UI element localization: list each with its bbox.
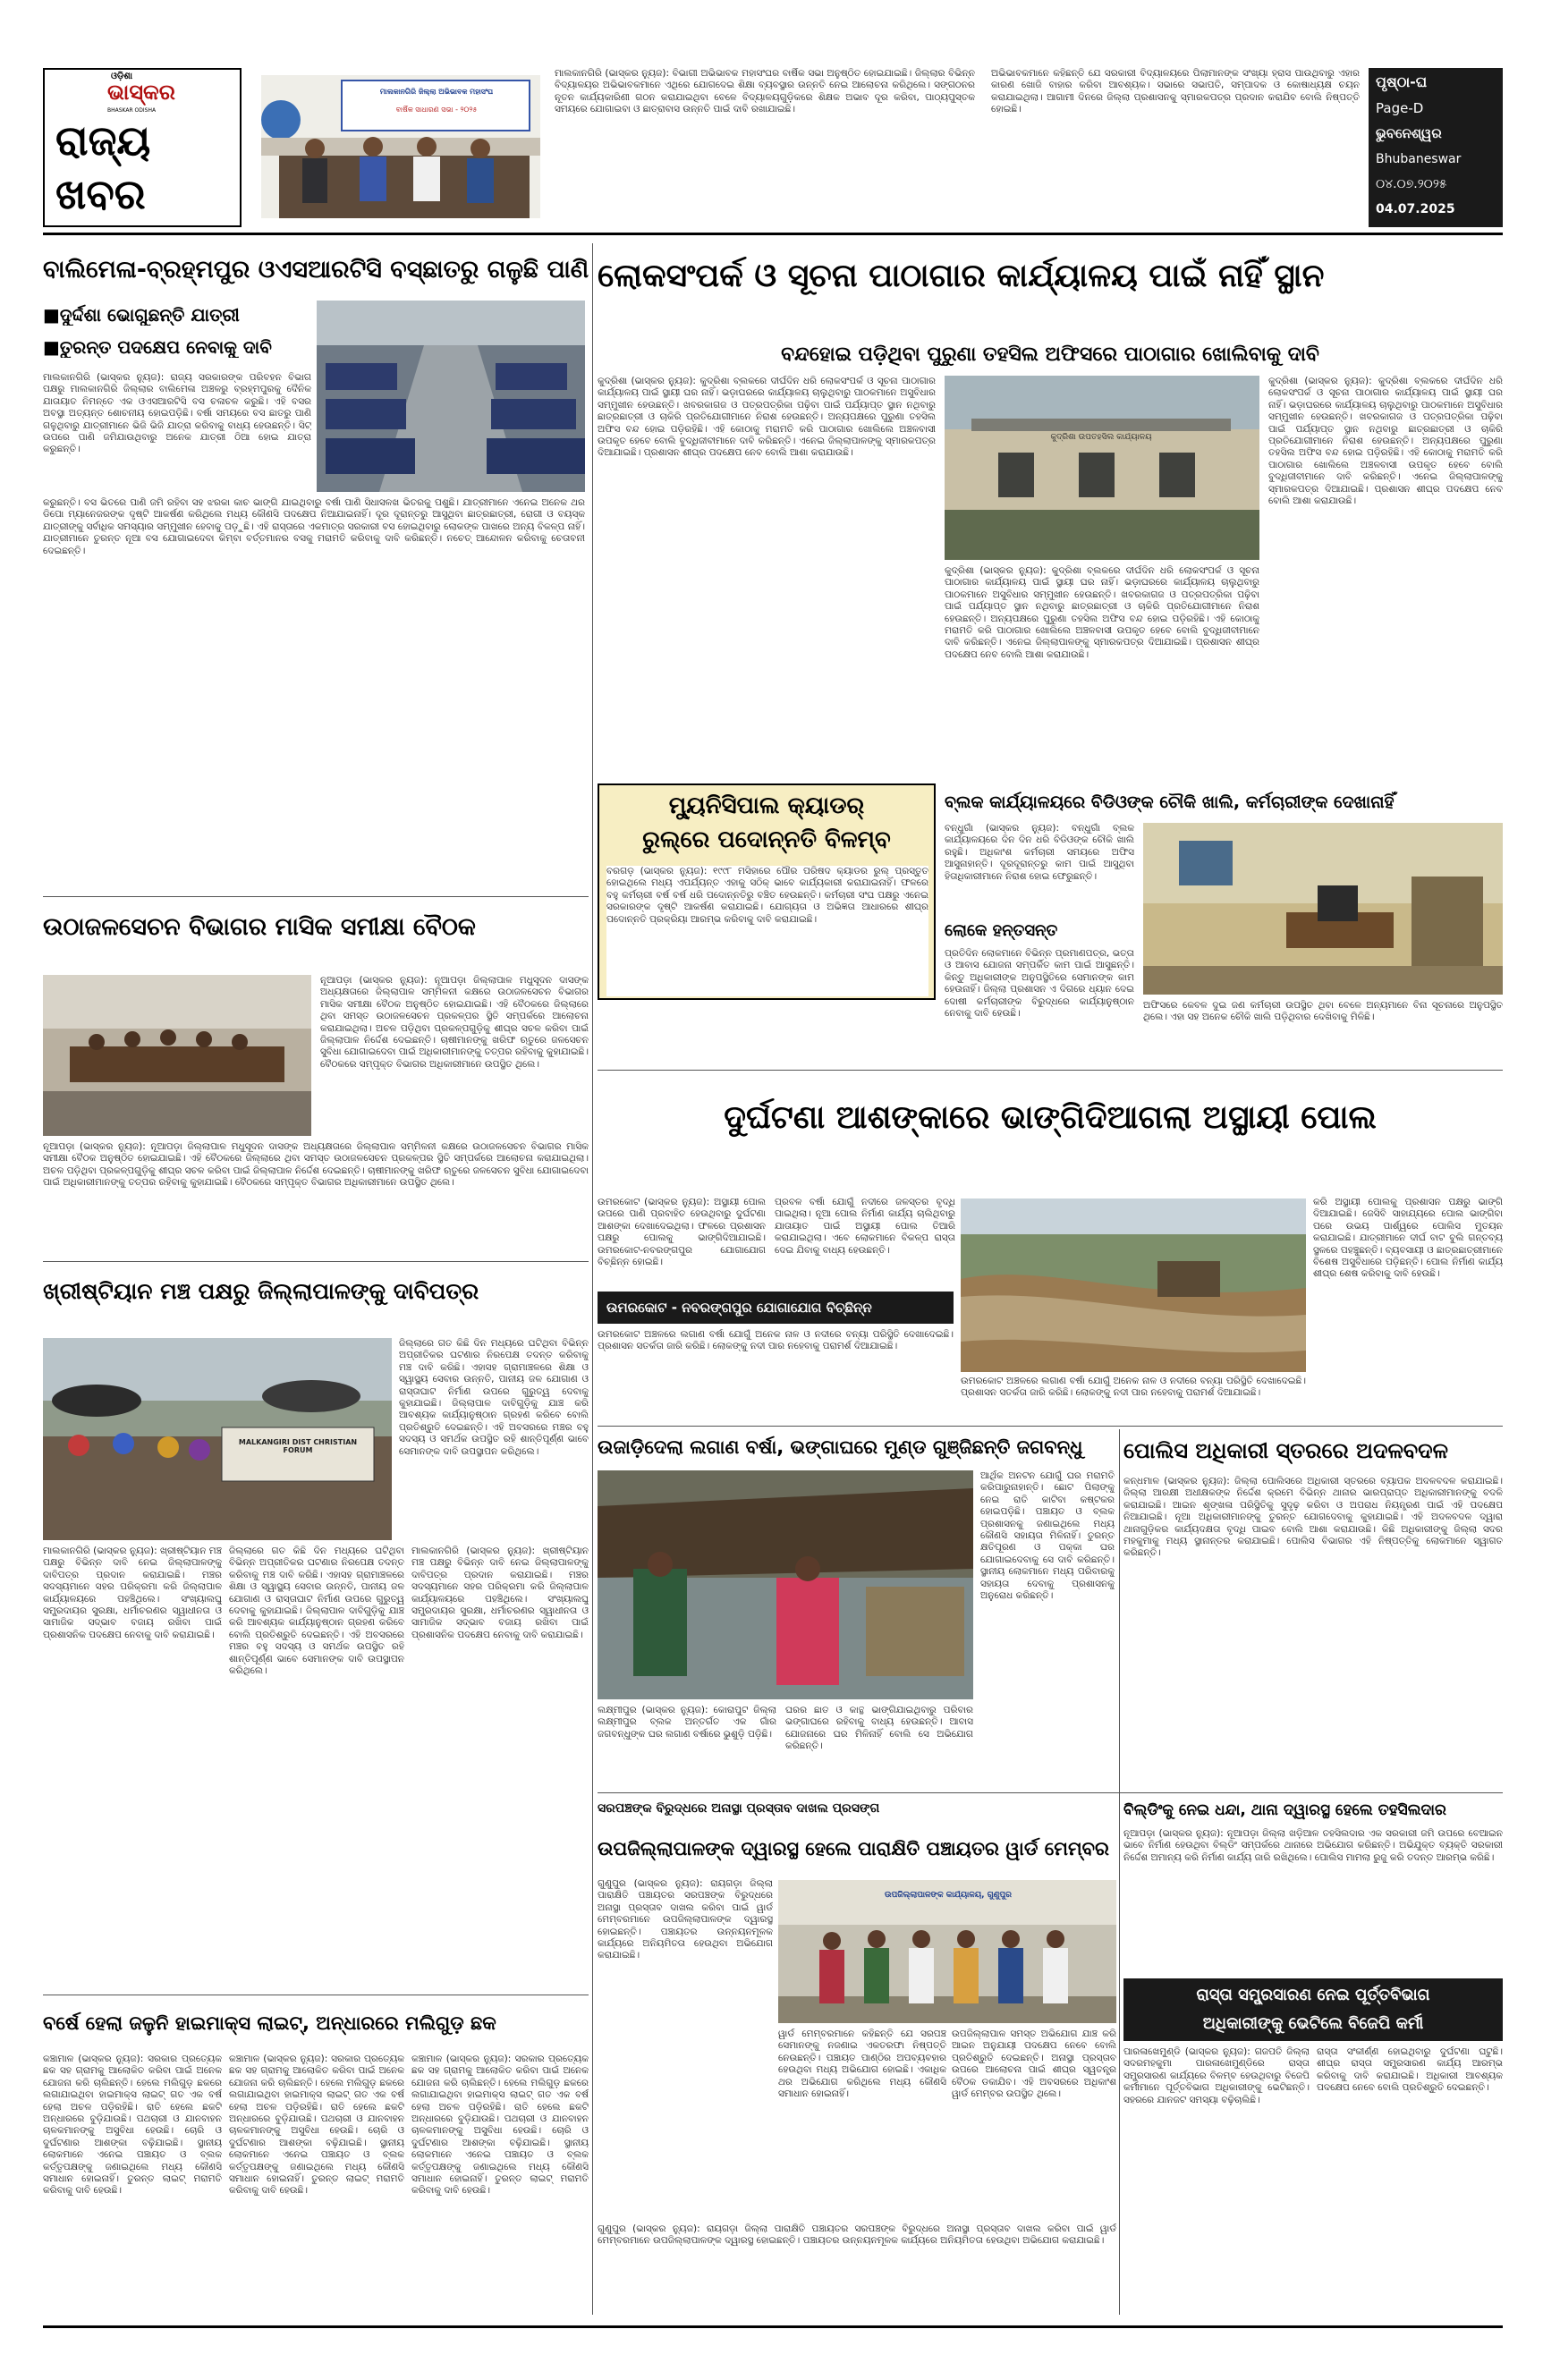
- story8-body-b: ପ୍ରବଳ ବର୍ଷା ଯୋଗୁଁ ନଦୀରେ ଜଳସ୍ତର ବୃଦ୍ଧି ପାଇଥିଲା। ନୂଆ ପୋଲ ନିର୍ମାଣ କାର୍ଯ୍ୟ ଚାଲିଥିବାରୁ ଯାତାୟାତ ପାଇଁ ଅସ୍ଥାୟୀ ପୋଲ ତିଆରି କରାଯାଇଥିଲା। ଏବେ ଲୋକମାନେ ବିକଳ୍ପ ରାସ୍ତା ଦେଇ ଯିବାକୁ ବାଧ୍ୟ ହେଉଛନ୍ତି।: [775, 1197, 955, 1256]
- story5-body: କଞ୍ଚାମାଳ (ଭାସ୍କର ନ୍ୟୁଜ): ସରକାର ପ୍ରତ୍ୟେକ ଛକ ସହ ଗ୍ରାମକୁ ଆଲୋକିତ କରିବା ପାଇଁ ଅନେକ ଯୋଜନା କରି ଚାଲିଛନ୍ତି। ହେଲେ ମଲିଗୁଡ଼ ଛକରେ ଲଗାଯାଇଥିବା ହାଇମାକ୍ସ ଲାଇଟ୍ ଗତ ଏକ ବର୍ଷ ହେଲା ଅଚଳ ପଡ଼ିରହିଛି। ରାତି ହେଲେ ଛକଟି ଅନ୍ଧାରରେ ବୁଡ଼ିଯାଉଛି। ପଥଚାରୀ ଓ ଯାନବାହନ ଚାଳକମାନଙ୍କୁ ଅସୁବିଧା ହେଉଛି। ଚୋରି ଓ ଦୁର୍ଘଟଣାର ଆଶଙ୍କା ବଢ଼ିଯାଇଛି। ସ୍ଥାନୀୟ ଲୋକମାନେ ଏନେଇ ପଞ୍ଚାୟତ ଓ ବ୍ଲକ କର୍ତ୍ତୃପକ୍ଷଙ୍କୁ ଜଣାଇଥିଲେ ମଧ୍ୟ କୌଣସି ସମାଧାନ ହୋଇନାହିଁ। ତୁରନ୍ତ ଲାଇଟ୍ ମରାମତି କରିବାକୁ ଦାବି ହେଉଛି।: [43, 2054, 222, 2197]
- story3-body: ନୂଆପଡ଼ା (ଭାସ୍କର ନ୍ୟୁଜ): ନୂଆପଡ଼ା ଜିଲ୍ଲାପାଳ ମଧୁସୂଦନ ଦାସଙ୍କ ଅଧ୍ୟକ୍ଷତାରେ ଜିଲ୍ଲାପାଳ ସମ୍ମିଳନୀ କକ୍ଷରେ ଉଠାଜଳସେଚନ ବିଭାଗର ମାସିକ ସମୀକ୍ଷା ବୈଠକ ଅନୁଷ୍ଠିତ ହୋଇଯାଇଛି। ଏହି ବୈଠକରେ ଜିଲ୍ଲାରେ ଥିବା ସମସ୍ତ ଉଠାଜଳସେଚନ ପ୍ରକଳ୍ପର ସ୍ଥିତି ସମ୍ପର୍କରେ ଆଲୋଚନା କରାଯାଇଥିଲା। ଅଚଳ ପଡ଼ିଥିବା ପ୍ରକଳ୍ପଗୁଡ଼ିକୁ ଶୀଘ୍ର ସଚଳ କରିବା ପାଇଁ ଜିଲ୍ଲାପାଳ ନିର୍ଦ୍ଦେଶ ଦେଇଛନ୍ତି। ଚାଷୀମାନଙ୍କୁ ଖରିଫ ଋତୁରେ ଜଳସେଚନ ସୁବିଧା ଯୋଗାଇଦେବା ପାଇଁ ଅଧିକାରୀମାନଙ୍କୁ ତତ୍ପର ରହିବାକୁ କୁହାଯାଇଛି। ବୈଠକରେ ସମ୍ପୃକ୍ତ ବିଭାଗର ଅଧିକାରୀମାନେ ଉପସ୍ଥିତ ଥିଲେ।: [320, 975, 589, 1070]
- story4-photo-banner: MALKANGIRI DIST CHRISTIAN FORUM: [238, 1438, 358, 1454]
- masthead-brand-small: ଓଡ଼ିଶା: [111, 72, 133, 81]
- story9-body-c: ଆର୍ଥିକ ଅନଟନ ଯୋଗୁଁ ଘର ମରାମତି କରିପାରୁନାହାନ୍ତି। ଛୋଟ ପିଲାଙ୍କୁ ନେଇ ରାତି କାଟିବା କଷ୍ଟକର ହୋଇପଡ଼ିଛି। ପଞ୍ଚାୟତ ଓ ବ୍ଲକ ପ୍ରଶାସନକୁ ଜଣାଇଥିଲେ ମଧ୍ୟ କୌଣସି ସହାୟତା ମିଳିନାହିଁ। ତୁରନ୍ତ କ୍ଷତିପୂରଣ ଓ ପକ୍କା ଘର ଯୋଗାଇଦେବାକୁ ସେ ଦାବି କରିଛନ୍ତି। ସ୍ଥାନୀୟ ଲୋକମାନେ ମଧ୍ୟ ପରିବାରକୁ ସହାୟତା ଦେବାକୁ ପ୍ରଶାସନକୁ ଅନୁରୋଧ କରିଛନ୍ତି।: [980, 1470, 1115, 1602]
- story9-photo-broken-house: [598, 1470, 973, 1699]
- story7-subhead: ଲୋକେ ହନ୍ତସନ୍ତ: [945, 921, 1058, 940]
- story8-body-c-cont: ଉମରକୋଟ ଅଞ୍ଚଳରେ ଲଗାଣ ବର୍ଷା ଯୋଗୁଁ ଅନେକ ନାଳ ଓ ନଦୀରେ ବନ୍ୟା ପରିସ୍ଥିତି ଦେଖାଦେଇଛି। ପ୍ରଶାସନ ସତର୍କତା ଜାରି କରିଛି। ଲୋକଙ୍କୁ ନଦୀ ପାର ନହେବାକୁ ପରାମର୍ଶ ଦିଆଯାଇଛି।: [961, 1376, 1306, 1399]
- story6-headline-1: ମ୍ୟୁନିସିପାଲ କ୍ୟାଡର୍: [668, 792, 865, 819]
- story7-body-a: ବନ୍ଧୁଗାଁ (ଭାସ୍କର ନ୍ୟୁଜ): ବନ୍ଧୁଗାଁ ବ୍ଲକ କାର୍ଯ୍ୟାଳୟରେ ଦିନ ଦିନ ଧରି ବିଡିଓଙ୍କ ଚୌକି ଖାଲି ରହୁଛି। ଅଧିକାଂଶ କର୍ମଚାରୀ ସମୟରେ ଅଫିସ ଆସୁନାହାନ୍ତି। ଦୂରଦୂରାନ୍ତରୁ କାମ ପାଇଁ ଆସୁଥିବା ହିତାଧିକାରୀମାନେ ନିରାଶ ହୋଇ ଫେରୁଛନ୍ତି।: [945, 823, 1134, 882]
- story11-body-c: ଉପଜିଲ୍ଲାପାଳ ସମସ୍ତ ଅଭିଯୋଗ ଯାଞ୍ଚ କରି ଆଇନ ଅନୁଯାୟୀ ପଦକ୍ଷେପ ନେବେ ବୋଲି ପ୍ରତିଶ୍ରୁତି ଦେଇଛନ୍ତି। ଅନାସ୍ଥା ପ୍ରସ୍ତାବ ଉପରେ ଆଲୋଚନା ପାଇଁ ଶୀଘ୍ର ସ୍ୱତନ୍ତ୍ର ବୈଠକ ଡକାଯିବ। ଏହି ଅବସରରେ ଅଧିକାଂଶ ୱାର୍ଡ ମେମ୍ବର ଉପସ୍ଥିତ ଥିଲେ।: [952, 2029, 1116, 2100]
- story8-body-c: କରି ଅସ୍ଥାୟୀ ପୋଲକୁ ପ୍ରଶାସନ ପକ୍ଷରୁ ଭାଙ୍ଗି ଦିଆଯାଇଛି। ଜେସିବି ସାହାଯ୍ୟରେ ପୋଲ ଭାଙ୍ଗିବା ପରେ ଉଭୟ ପାର୍ଶ୍ୱରେ ପୋଲିସ ମୁତୟନ କରାଯାଇଛି। ଯାତ୍ରୀମାନେ ଦୀର୍ଘ ବାଟ ବୁଲି ଗନ୍ତବ୍ୟ ସ୍ଥଳରେ ପହଞ୍ଚୁଛନ୍ତି। ବ୍ୟବସାୟୀ ଓ ଛାତ୍ରଛାତ୍ରୀମାନେ ବିଶେଷ ଅସୁବିଧାରେ ପଡ଼ିଛନ୍ତି। ପୋଲ ନିର୍ମାଣ କାର୍ଯ୍ୟ ଶୀଘ୍ର ଶେଷ କରିବାକୁ ଦାବି ହେଉଛି।: [1313, 1197, 1503, 1280]
- date-odia: ୦୪.୦୭.୨୦୨୫: [1376, 177, 1447, 191]
- row-rule-6: [598, 1792, 1503, 1793]
- story2-photo-sign: କୁଦ୍ରିଶା ଉପତହସିଲ କାର୍ଯ୍ୟାଳୟ: [1050, 433, 1152, 442]
- story4-headline: ଖ୍ରୀଷ୍ଟିୟାନ ମଞ୍ଚ ପକ୍ଷରୁ ଜିଲ୍ଲାପାଳଙ୍କୁ ଦାବିପତ୍ର: [43, 1278, 479, 1304]
- story4-body-a: ମାଲକାନଗିରି (ଭାସ୍କର ନ୍ୟୁଜ): ଖ୍ରୀଷ୍ଟିୟାନ ମଞ୍ଚ ପକ୍ଷରୁ ବିଭିନ୍ନ ଦାବି ନେଇ ଜିଲ୍ଲାପାଳଙ୍କୁ ଦାବିପତ୍ର ପ୍ରଦାନ କରାଯାଇଛି। ମଞ୍ଚର ସଦସ୍ୟମାନେ ସହର ପରିକ୍ରମା କରି ଜିଲ୍ଲାପାଳ କାର୍ଯ୍ୟାଳୟରେ ପହଞ୍ଚିଥିଲେ। ସଂଖ୍ୟାଲଘୁ ସମ୍ପ୍ରଦାୟର ସୁରକ୍ଷା, ଧର୍ମାଚରଣର ସ୍ୱାଧୀନତା ଓ ସାମାଜିକ ସଦ୍‌ଭାବ ବଜାୟ ରଖିବା ପାଇଁ ପ୍ରଶାସନିକ ପଦକ୍ଷେପ ନେବାକୁ ଦାବି କରାଯାଇଛି।: [43, 1546, 222, 1640]
- story7-body-b: ପ୍ରତିଦିନ ଲୋକମାନେ ବିଭିନ୍ନ ପ୍ରମାଣପତ୍ର, ଭତ୍ତା ଓ ଆବାସ ଯୋଜନା ସମ୍ପର୍କିତ କାମ ପାଇଁ ଆସୁଛନ୍ତି। କିନ୍ତୁ ଅଧିକାରୀଙ୍କ ଅନୁପସ୍ଥିତିରେ ସେମାନଙ୍କ କାମ ହେଉନାହିଁ। ଜିଲ୍ଲା ପ୍ରଶାସନ ଏ ଦିଗରେ ଧ୍ୟାନ ଦେଇ ଦୋଷୀ କର୍ମଚାରୀଙ୍କ ବିରୁଦ୍ଧରେ କାର୍ଯ୍ୟାନୁଷ୍ଠାନ ନେବାକୁ ଦାବି ହେଉଛି।: [945, 948, 1134, 1020]
- story1-subhead-1: ■ଦୁର୍ଦ୍ଦଶା ଭୋଗୁଛନ୍ତି ଯାତ୍ରୀ: [43, 304, 240, 326]
- story5-headline: ବର୍ଷେ ହେଲା ଜଳୁନି ହାଇମାକ୍ସ ଲାଇଟ୍, ଅନ୍ଧାରରେ ମଲିଗୁଡ଼ ଛକ: [43, 2012, 496, 2034]
- page-number-en: Page-D: [1376, 100, 1424, 116]
- story6-box: [598, 783, 936, 1000]
- story7-headline: ବ୍ଲକ କାର୍ଯ୍ୟାଳୟରେ ବିଡିଓଙ୍କ ଚୌକି ଖାଲି, କର୍ମଚାରୀଙ୍କ ଦେଖାନାହିଁ: [945, 792, 1395, 812]
- page-number-odia: ପୃଷ୍ଠା-ଘ: [1376, 73, 1428, 90]
- story1-photo-bus-interior: [317, 301, 585, 492]
- story9-headline: ଉଜାଡ଼ିଦେଲା ଲଗାଣ ବର୍ଷା, ଭଙ୍ଗାଘରେ ମୁଣ୍ଡ ଗୁଞ୍ଜିଛନ୍ତି ଜଗବନ୍ଧୁ: [598, 1436, 1083, 1458]
- story8-caption: ଉମରକୋଟ - ନବରଙ୍ଗପୁର ଯୋଗାଯୋଗ ବିଚ୍ଛିନ୍ନ: [598, 1292, 954, 1324]
- row-rule-4: [598, 1070, 1503, 1071]
- masthead-brand-tag: BHASKAR ODISHA: [107, 107, 157, 114]
- story7-body-c: ଅଫିସରେ କେବଳ ଦୁଇ ଜଣ କର୍ମଚାରୀ ଉପସ୍ଥିତ ଥିବା ବେଳେ ଅନ୍ୟମାନେ ବିନା ସୂଚନାରେ ଅନୁପସ୍ଥିତ ଥିଲେ। ଏହା ସହ ଅନେକ ଚୌକି ଖାଲି ପଡ଼ିଥିବାର ଦେଖିବାକୁ ମିଳିଛି।: [1143, 1000, 1503, 1023]
- story11-body-b: ୱାର୍ଡ ମେମ୍ବରମାନେ କହିଛନ୍ତି ଯେ ସରପଞ୍ଚ ସେମାନଙ୍କୁ ନଜଣାଇ ଏକତରଫା ନିଷ୍ପତ୍ତି ନେଉଛନ୍ତି। ପଞ୍ଚାୟତ ପାଣ୍ଠିର ଅପବ୍ୟବହାର ହେଉଥିବା ମଧ୍ୟ ଅଭିଯୋଗ ହୋଇଛି। ଏକାଧିକ ଥର ଅଭିଯୋଗ କରିଥିଲେ ମଧ୍ୟ କୌଣସି ସମାଧାନ ହୋଇନାହିଁ।: [778, 2029, 946, 2100]
- story11-kicker: ସରପଞ୍ଚଙ୍କ ବିରୁଦ୍ଧରେ ଅନାସ୍ଥା ପ୍ରସ୍ତାବ ଦାଖଲ ପ୍ରସଙ୍ଗ: [598, 1801, 880, 1816]
- top-photo-banner-sub: ବାର୍ଷିକ ସାଧାରଣ ସଭା - ୨୦୨୫: [395, 106, 478, 114]
- city-odia: ଭୁବନେଶ୍ୱର: [1376, 125, 1442, 141]
- masthead-rule: [43, 233, 1503, 235]
- story11-photo-ward-members: [778, 1880, 1116, 2023]
- story2-photo-tehsil-building: [945, 376, 1259, 560]
- story12-body: ନୂଆପଡ଼ା (ଭାସ୍କର ନ୍ୟୁଜ): ନୂଆପଡ଼ା ଜିଲ୍ଲା ଖଡ଼ିଆଳ ତହସିଲଦାର ଏକ ସରକାରୀ ଜମି ଉପରେ ବେଆଇନ ଭାବେ ନିର୍ମାଣ ହେଉଥିବା ବିଲ୍ଡିଂ ସମ୍ପର୍କରେ ଥାନାରେ ଅଭିଯୋଗ କରିଛନ୍ତି। ଅଭିଯୁକ୍ତ ବ୍ୟକ୍ତି ସରକାରୀ ନିର୍ଦ୍ଦେଶ ଅମାନ୍ୟ କରି ନିର୍ମାଣ କାର୍ଯ୍ୟ ଜାରି ରଖିଥିଲେ। ପୋଲିସ ମାମଲା ରୁଜୁ କରି ତଦନ୍ତ ଆରମ୍ଭ କରିଛି।: [1123, 1828, 1503, 1863]
- story8-photo-flooded-bridge: [961, 1198, 1306, 1372]
- masthead-logo-box: [43, 68, 242, 227]
- story1-body-a: ମାଲକାନଗିରି (ଭାସ୍କର ନ୍ୟୁଜ): ରାଜ୍ୟ ସରକାରଙ୍କ ପରିବହନ ବିଭାଗ ପକ୍ଷରୁ ମାଲକାନଗିରି ଜିଲ୍ଲାର ବାଲିମେଳା ଅଞ୍ଚଳରୁ ବ୍ରହ୍ମପୁରକୁ ଦୈନିକ ଯାତାୟାତ ନିମନ୍ତେ ଏକ ଓଏସଆରଟିସି ବସ ଚଳାଚଳ କରୁଛି। ଏହି ବସର ଅବସ୍ଥା ଅତ୍ୟନ୍ତ ଶୋଚନୀୟ ହୋଇପଡ଼ିଛି। ବର୍ଷା ସମୟରେ ବସ ଛାତରୁ ପାଣି ଗଳୁଥିବାରୁ ଯାତ୍ରୀମାନେ ଭିଜି ଭିଜି ଯାତ୍ରା କରିବାକୁ ବାଧ୍ୟ ହେଉଛନ୍ତି। ସିଟ୍ ଉପରେ ପାଣି ଜମିଯାଉଥିବାରୁ ଅନେକ ଯାତ୍ରୀ ଠିଆ ହୋଇ ଯାତ୍ରା କରୁଛନ୍ତି।: [43, 372, 311, 455]
- story8-headline: ଦୁର୍ଘଟଣା ଆଶଙ୍କାରେ ଭାଙ୍ଗିଦିଆଗଲା ଅସ୍ଥାୟୀ ପୋଲ: [724, 1099, 1377, 1136]
- story6-headline-2: ରୁଲ୍‌ରେ ପଦୋନ୍ନତି ବିଳମ୍ବ: [642, 826, 891, 853]
- story11-photo-sign: ଉପଜିଲ୍ଲାପାଳଙ୍କ କାର୍ଯ୍ୟାଳୟ, ଗୁଣୁପୁର: [885, 1891, 1012, 1900]
- footer-rule: [43, 2325, 1503, 2328]
- row-rule-5: [598, 1426, 1503, 1427]
- story7-photo-empty-office: [1143, 823, 1503, 995]
- story5-body-cont2: କଞ୍ଚାମାଳ (ଭାସ୍କର ନ୍ୟୁଜ): ସରକାର ପ୍ରତ୍ୟେକ ଛକ ସହ ଗ୍ରାମକୁ ଆଲୋକିତ କରିବା ପାଇଁ ଅନେକ ଯୋଜନା କରି ଚାଲିଛନ୍ତି। ହେଲେ ମଲିଗୁଡ଼ ଛକରେ ଲଗାଯାଇଥିବା ହାଇମାକ୍ସ ଲାଇଟ୍ ଗତ ଏକ ବର୍ଷ ହେଲା ଅଚଳ ପଡ଼ିରହିଛି। ରାତି ହେଲେ ଛକଟି ଅନ୍ଧାରରେ ବୁଡ଼ିଯାଉଛି। ପଥଚାରୀ ଓ ଯାନବାହନ ଚାଳକମାନଙ୍କୁ ଅସୁବିଧା ହେଉଛି। ଚୋରି ଓ ଦୁର୍ଘଟଣାର ଆଶଙ୍କା ବଢ଼ିଯାଇଛି। ସ୍ଥାନୀୟ ଲୋକମାନେ ଏନେଇ ପଞ୍ଚାୟତ ଓ ବ୍ଲକ କର୍ତ୍ତୃପକ୍ଷଙ୍କୁ ଜଣାଇଥିଲେ ମଧ୍ୟ କୌଣସି ସମାଧାନ ହୋଇନାହିଁ। ତୁରନ୍ତ ଲାଇଟ୍ ମରାମତି କରିବାକୁ ଦାବି ହେଉଛି।: [411, 2054, 589, 2197]
- story13-headline-1: ରାସ୍ତା ସମ୍ପ୍ରସାରଣ ନେଇ ପୂର୍ତ୍ତବିଭାଗ: [1196, 1986, 1430, 2004]
- date-en: 04.07.2025: [1376, 202, 1455, 216]
- story11-headline: ଉପଜିଲ୍ଲାପାଳଙ୍କ ଦ୍ୱାରସ୍ଥ ହେଲେ ପାରାକ୍ଷିତି ପଞ୍ଚାୟତର ୱାର୍ଡ ମେମ୍ବର: [598, 1838, 1109, 1859]
- page-info-box: [1369, 68, 1503, 227]
- story13-body-b: ରାସ୍ତା ସଂକୀର୍ଣ୍ଣ ହୋଇଥିବାରୁ ଦୁର୍ଘଟଣା ଘଟୁଛି। ଶୀଘ୍ର ରାସ୍ତା ସମ୍ପ୍ରସାରଣ କାର୍ଯ୍ୟ ଆରମ୍ଭ କରିବାକୁ ଦାବି କରାଯାଇଛି। ଅଧିକାରୀ ଆବଶ୍ୟକ ପଦକ୍ଷେପ ନେବେ ବୋଲି ପ୍ରତିଶ୍ରୁତି ଦେଇଛନ୍ତି।: [1317, 2046, 1503, 2094]
- masthead-brand: ଭାସ୍କର: [107, 79, 175, 105]
- row-rule-2: [43, 1261, 589, 1262]
- row-rule-1: [43, 896, 589, 897]
- story11-body-a: ଗୁଣୁପୁର (ଭାସ୍କର ନ୍ୟୁଜ): ରାୟଗଡ଼ା ଜିଲ୍ଲା ପାରାକ୍ଷିତି ପଞ୍ଚାୟତର ସରପଞ୍ଚଙ୍କ ବିରୁଦ୍ଧରେ ଅନାସ୍ଥା ପ୍ରସ୍ତାବ ଦାଖଲ କରିବା ପାଇଁ ୱାର୍ଡ ମେମ୍ବରମାନେ ଉପଜିଲ୍ଲାପାଳଙ୍କ ଦ୍ୱାରସ୍ଥ ହୋଇଛନ୍ତି। ପଞ୍ଚାୟତର ଉନ୍ନୟନମୂଳକ କାର୍ଯ୍ୟରେ ଅନିୟମିତତା ହେଉଥିବା ଅଭିଯୋଗ କରାଯାଇଛି।: [598, 1878, 773, 1961]
- col-rule-2: [1119, 1429, 1120, 2315]
- col-rule-1: [592, 243, 593, 2315]
- story2-headline: ଲୋକସଂପର୍କ ଓ ସୂଚନା ପାଠାଗାର କାର୍ଯ୍ୟାଳୟ ପାଇଁ ନାହିଁ ସ୍ଥାନ: [598, 258, 1325, 294]
- story4-body-b-cont: ଜିଲ୍ଲାରେ ଗତ କିଛି ଦିନ ମଧ୍ୟରେ ଘଟିଥିବା ବିଭିନ୍ନ ଅପ୍ରୀତିକର ଘଟଣାର ନିରପେକ୍ଷ ତଦନ୍ତ କରିବାକୁ ମଞ୍ଚ ଦାବି କରିଛି। ଏହାସହ ଗ୍ରାମାଞ୍ଚଳରେ ଶିକ୍ଷା ଓ ସ୍ୱାସ୍ଥ୍ୟ ସେବାର ଉନ୍ନତି, ପାନୀୟ ଜଳ ଯୋଗାଣ ଓ ରାସ୍ତାଘାଟ ନିର୍ମାଣ ଉପରେ ଗୁରୁତ୍ୱ ଦେବାକୁ କୁହାଯାଇଛି। ଜିଲ୍ଲାପାଳ ଦାବିଗୁଡ଼ିକୁ ଯାଞ୍ଚ କରି ଆବଶ୍ୟକ କାର୍ଯ୍ୟାନୁଷ୍ଠାନ ଗ୍ରହଣ କରିବେ ବୋଲି ପ୍ରତିଶ୍ରୁତି ଦେଇଛନ୍ତି। ଏହି ଅବସରରେ ମଞ୍ଚର ବହୁ ସଦସ୍ୟ ଓ ସମର୍ଥକ ଉପସ୍ଥିତ ରହି ଶାନ୍ତିପୂର୍ଣ୍ଣ ଭାବେ ସେମାନଙ୍କ ଦାବି ଉପସ୍ଥାପନ କରିଥିଲେ।: [229, 1546, 404, 1677]
- story4-body-a-cont: ମାଲକାନଗିରି (ଭାସ୍କର ନ୍ୟୁଜ): ଖ୍ରୀଷ୍ଟିୟାନ ମଞ୍ଚ ପକ୍ଷରୁ ବିଭିନ୍ନ ଦାବି ନେଇ ଜିଲ୍ଲାପାଳଙ୍କୁ ଦାବିପତ୍ର ପ୍ରଦାନ କରାଯାଇଛି। ମଞ୍ଚର ସଦସ୍ୟମାନେ ସହର ପରିକ୍ରମା କରି ଜିଲ୍ଲାପାଳ କାର୍ଯ୍ୟାଳୟରେ ପହଞ୍ଚିଥିଲେ। ସଂଖ୍ୟାଲଘୁ ସମ୍ପ୍ରଦାୟର ସୁରକ୍ଷା, ଧର୍ମାଚରଣର ସ୍ୱାଧୀନତା ଓ ସାମାଜିକ ସଦ୍‌ଭାବ ବଜାୟ ରଖିବା ପାଇଁ ପ୍ରଶାସନିକ ପଦକ୍ଷେପ ନେବାକୁ ଦାବି କରାଯାଇଛି।: [411, 1546, 589, 1640]
- story2-body: କୁଦ୍ରିଶା (ଭାସ୍କର ନ୍ୟୁଜ): କୁଦ୍ରିଶା ବ୍ଲକରେ ଦୀର୍ଘଦିନ ଧରି ଲୋକସଂପର୍କ ଓ ସୂଚନା ପାଠାଗାର କାର୍ଯ୍ୟାଳୟ ପାଇଁ ସ୍ଥାୟୀ ଘର ନାହିଁ। ଭଡ଼ାଘରରେ କାର୍ଯ୍ୟାଳୟ ଚାଲୁଥିବାରୁ ପାଠକମାନେ ଅସୁବିଧାର ସମ୍ମୁଖୀନ ହେଉଛନ୍ତି। ଖବରକାଗଜ ଓ ପତ୍ରପତ୍ରିକା ପଢ଼ିବା ପାଇଁ ପର୍ଯ୍ୟାପ୍ତ ସ୍ଥାନ ନଥିବାରୁ ଛାତ୍ରଛାତ୍ରୀ ଓ ଚାକିରି ପ୍ରତିଯୋଗୀମାନେ ନିରାଶ ହେଉଛନ୍ତି। ଅନ୍ୟପକ୍ଷରେ ପୁରୁଣା ତହସିଲ ଅଫିସ ବନ୍ଦ ହୋଇ ପଡ଼ିରହିଛି। ଏହି କୋଠାକୁ ମରାମତି କରି ପାଠାଗାର ଖୋଲିଲେ ଅଞ୍ଚଳବାସୀ ଉପକୃତ ହେବେ ବୋଲି ବୁଦ୍ଧିଜୀବୀମାନେ ଦାବି କରିଛନ୍ତି। ଏନେଇ ଜିଲ୍ଲାପାଳଙ୍କୁ ସ୍ମାରକପତ୍ର ଦିଆଯାଇଛି। ପ୍ରଶାସନ ଶୀଘ୍ର ପଦକ୍ଷେପ ନେବ ବୋଲି ଆଶା କରାଯାଉଛି।: [598, 376, 936, 459]
- top-photo: [261, 75, 540, 218]
- section-title-line2: ଖବର: [55, 170, 146, 218]
- top-photo-banner: ମାଲକାନଗିରି ଜିଲ୍ଲା ଅଭିଭାବକ ମହାସଂଘ: [379, 88, 494, 96]
- story1-body-b: କରୁଛନ୍ତି। ବସ ଭିତରେ ପାଣି ଜମି ରହିବା ସହ ଝରକା କାଚ ଭାଙ୍ଗି ଯାଇଥିବାରୁ ବର୍ଷା ପାଣି ସିଧାସଳଖ ଭିତରକୁ ପଶୁଛି। ଯାତ୍ରୀମାନେ ଏନେଇ ଅନେକ ଥର ଡିପୋ ମ୍ୟାନେଜରଙ୍କ ଦୃଷ୍ଟି ଆକର୍ଷଣ କରିଥିଲେ ମଧ୍ୟ କୌଣସି ପଦକ୍ଷେପ ନିଆଯାଇନାହିଁ। ଦୂର ଦୂରାନ୍ତରୁ ଆସୁଥିବା ଛାତ୍ରଛାତ୍ରୀ, ରୋଗୀ ଓ ବୟସ୍କ ଯାତ୍ରୀଙ୍କୁ ସର୍ବାଧିକ ସମସ୍ୟାର ସମ୍ମୁଖୀନ ହେବାକୁ ପଡ଼ୁଛି। ଏହି ରାସ୍ତାରେ ଏକମାତ୍ର ସରକାରୀ ବସ ହୋଇଥିବାରୁ ଲୋକଙ୍କ ପାଖରେ ଅନ୍ୟ ବିକଳ୍ପ ନାହିଁ। ଯାତ୍ରୀମାନେ ତୁରନ୍ତ ନୂଆ ବସ ଯୋଗାଇଦେବା କିମ୍ବା ବର୍ତ୍ତମାନର ବସକୁ ମରାମତି କରିବାକୁ ଦାବି କରିଛନ୍ତି। ନଚେତ୍ ଆନ୍ଦୋଳନ କରିବାକୁ ଚେତାବନୀ ଦେଇଛନ୍ତି।: [43, 497, 585, 556]
- story2-body-cont2: କୁଦ୍ରିଶା (ଭାସ୍କର ନ୍ୟୁଜ): କୁଦ୍ରିଶା ବ୍ଲକରେ ଦୀର୍ଘଦିନ ଧରି ଲୋକସଂପର୍କ ଓ ସୂଚନା ପାଠାଗାର କାର୍ଯ୍ୟାଳୟ ପାଇଁ ସ୍ଥାୟୀ ଘର ନାହିଁ। ଭଡ଼ାଘରରେ କାର୍ଯ୍ୟାଳୟ ଚାଲୁଥିବାରୁ ପାଠକମାନେ ଅସୁବିଧାର ସମ୍ମୁଖୀନ ହେଉଛନ୍ତି। ଖବରକାଗଜ ଓ ପତ୍ରପତ୍ରିକା ପଢ଼ିବା ପାଇଁ ପର୍ଯ୍ୟାପ୍ତ ସ୍ଥାନ ନଥିବାରୁ ଛାତ୍ରଛାତ୍ରୀ ଓ ଚାକିରି ପ୍ରତିଯୋଗୀମାନେ ନିରାଶ ହେଉଛନ୍ତି। ଅନ୍ୟପକ୍ଷରେ ପୁରୁଣା ତହସିଲ ଅଫିସ ବନ୍ଦ ହୋଇ ପଡ଼ିରହିଛି। ଏହି କୋଠାକୁ ମରାମତି କରି ପାଠାଗାର ଖୋଲିଲେ ଅଞ୍ଚଳବାସୀ ଉପକୃତ ହେବେ ବୋଲି ବୁଦ୍ଧିଜୀବୀମାନେ ଦାବି କରିଛନ୍ତି। ଏନେଇ ଜିଲ୍ଲାପାଳଙ୍କୁ ସ୍ମାରକପତ୍ର ଦିଆଯାଇଛି। ପ୍ରଶାସନ ଶୀଘ୍ର ପଦକ୍ଷେପ ନେବ ବୋଲି ଆଶା କରାଯାଉଛି।: [1268, 376, 1503, 507]
- story9-body-a: ଲକ୍ଷ୍ମୀପୁର (ଭାସ୍କର ନ୍ୟୁଜ): କୋରାପୁଟ ଜିଲ୍ଲା ଲକ୍ଷ୍ମୀପୁର ବ୍ଲକ ଅନ୍ତର୍ଗତ ଏକ ଗାଁର ଜଗବନ୍ଧୁଙ୍କ ଘର ଲଗାଣ ବର୍ଷାରେ ଭୁଶୁଡ଼ି ପଡ଼ିଛି।: [598, 1705, 776, 1740]
- top-brief-col1: ମାଲକାନଗିରି (ଭାସ୍କର ନ୍ୟୁଜ): ବିଭାଗୀ ଅଭିଭାବକ ମହାସଂଘର ବାର୍ଷିକ ସଭା ଅନୁଷ୍ଠିତ ହୋଇଯାଇଛି। ଜିଲ୍ଲାର ବିଭିନ୍ନ ବିଦ୍ୟାଳୟର ଅଭିଭାବକମାନେ ଏଥିରେ ଯୋଗଦେଇ ଶିକ୍ଷା ବ୍ୟବସ୍ଥାର ଉନ୍ନତି ନେଇ ଆଲୋଚନା କରିଥିଲେ। ସଙ୍ଗଠନର ନୂତନ କାର୍ଯ୍ୟକାରିଣୀ ଗଠନ କରାଯାଇଥିବା ବେଳେ ବିଦ୍ୟାଳୟଗୁଡ଼ିକରେ ଶିକ୍ଷକ ଅଭାବ ଦୂର କରିବା, ପାଠ୍ୟପୁସ୍ତକ ସମୟରେ ଯୋଗାଇବା ଓ ଛାତ୍ରାବାସ ଉନ୍ନତି ପାଇଁ ଦାବି ରଖାଯାଇଛି।: [555, 68, 975, 115]
- story5-body-cont: କଞ୍ଚାମାଳ (ଭାସ୍କର ନ୍ୟୁଜ): ସରକାର ପ୍ରତ୍ୟେକ ଛକ ସହ ଗ୍ରାମକୁ ଆଲୋକିତ କରିବା ପାଇଁ ଅନେକ ଯୋଜନା କରି ଚାଲିଛନ୍ତି। ହେଲେ ମଲିଗୁଡ଼ ଛକରେ ଲଗାଯାଇଥିବା ହାଇମାକ୍ସ ଲାଇଟ୍ ଗତ ଏକ ବର୍ଷ ହେଲା ଅଚଳ ପଡ଼ିରହିଛି। ରାତି ହେଲେ ଛକଟି ଅନ୍ଧାରରେ ବୁଡ଼ିଯାଉଛି। ପଥଚାରୀ ଓ ଯାନବାହନ ଚାଳକମାନଙ୍କୁ ଅସୁବିଧା ହେଉଛି। ଚୋରି ଓ ଦୁର୍ଘଟଣାର ଆଶଙ୍କା ବଢ଼ିଯାଇଛି। ସ୍ଥାନୀୟ ଲୋକମାନେ ଏନେଇ ପଞ୍ଚାୟତ ଓ ବ୍ଲକ କର୍ତ୍ତୃପକ୍ଷଙ୍କୁ ଜଣାଇଥିଲେ ମଧ୍ୟ କୌଣସି ସମାଧାନ ହୋଇନାହିଁ। ତୁରନ୍ତ ଲାଇଟ୍ ମରାମତି କରିବାକୁ ଦାବି ହେଉଛି।: [229, 2054, 404, 2197]
- story9-body-b: ଘରର ଛାତ ଓ କାନ୍ଥ ଭାଙ୍ଗିଯାଇଥିବାରୁ ପରିବାର ଭଙ୍ଗାଘରେ ରହିବାକୁ ବାଧ୍ୟ ହେଉଛନ୍ତି। ଆବାସ ଯୋଜନାରେ ଘର ମିଳିନାହିଁ ବୋଲି ସେ ଅଭିଯୋଗ କରିଛନ୍ତି।: [785, 1705, 973, 1752]
- story2-subhead: ବନ୍ଦହୋଇ ପଡ଼ିଥିବା ପୁରୁଣା ତହସିଲ ଅଫିସରେ ପାଠାଗାର ଖୋଲିବାକୁ ଦାବି: [781, 343, 1319, 366]
- story2-body-cont: କୁଦ୍ରିଶା (ଭାସ୍କର ନ୍ୟୁଜ): କୁଦ୍ରିଶା ବ୍ଲକରେ ଦୀର୍ଘଦିନ ଧରି ଲୋକସଂପର୍କ ଓ ସୂଚନା ପାଠାଗାର କାର୍ଯ୍ୟାଳୟ ପାଇଁ ସ୍ଥାୟୀ ଘର ନାହିଁ। ଭଡ଼ାଘରରେ କାର୍ଯ୍ୟାଳୟ ଚାଲୁଥିବାରୁ ପାଠକମାନେ ଅସୁବିଧାର ସମ୍ମୁଖୀନ ହେଉଛନ୍ତି। ଖବରକାଗଜ ଓ ପତ୍ରପତ୍ରିକା ପଢ଼ିବା ପାଇଁ ପର୍ଯ୍ୟାପ୍ତ ସ୍ଥାନ ନଥିବାରୁ ଛାତ୍ରଛାତ୍ରୀ ଓ ଚାକିରି ପ୍ରତିଯୋଗୀମାନେ ନିରାଶ ହେଉଛନ୍ତି। ଅନ୍ୟପକ୍ଷରେ ପୁରୁଣା ତହସିଲ ଅଫିସ ବନ୍ଦ ହୋଇ ପଡ଼ିରହିଛି। ଏହି କୋଠାକୁ ମରାମତି କରି ପାଠାଗାର ଖୋଲିଲେ ଅଞ୍ଚଳବାସୀ ଉପକୃତ ହେବେ ବୋଲି ବୁଦ୍ଧିଜୀବୀମାନେ ଦାବି କରିଛନ୍ତି। ଏନେଇ ଜିଲ୍ଲାପାଳଙ୍କୁ ସ୍ମାରକପତ୍ର ଦିଆଯାଇଛି। ପ୍ରଶାସନ ଶୀଘ୍ର ପଦକ୍ଷେପ ନେବ ବୋଲି ଆଶା କରାଯାଉଛି।: [945, 565, 1259, 660]
- story6-body: ବରଗଡ଼ (ଭାସ୍କର ନ୍ୟୁଜ): ୧୯୯୮ ମସିହାରେ ପୌର ପରିଷଦ କ୍ୟାଡର ରୁଲ୍ ପ୍ରସ୍ତୁତ ହୋଇଥିଲେ ମଧ୍ୟ ଏପର୍ଯ୍ୟନ୍ତ ଏହାକୁ ସଠିକ୍ ଭାବେ କାର୍ଯ୍ୟକାରୀ କରାଯାଇନାହିଁ। ଫଳରେ ବହୁ କର୍ମଚାରୀ ବର୍ଷ ବର୍ଷ ଧରି ପଦୋନ୍ନତିରୁ ବଞ୍ଚିତ ହେଉଛନ୍ତି। କର୍ମଚାରୀ ସଂଘ ପକ୍ଷରୁ ଏନେଇ ସରକାରଙ୍କ ଦୃଷ୍ଟି ଆକର୍ଷଣ କରାଯାଇଛି। ଯୋଗ୍ୟତା ଓ ଅଭିଜ୍ଞତା ଆଧାରରେ ଶୀଘ୍ର ପଦୋନ୍ନତି ପ୍ରକ୍ରିୟା ଆରମ୍ଭ କରିବାକୁ ଦାବି କରାଯାଇଛି।: [606, 866, 928, 996]
- top-brief-col2: ଅଭିଭାବକମାନେ କହିଛନ୍ତି ଯେ ସରକାରୀ ବିଦ୍ୟାଳୟରେ ପିଲାମାନଙ୍କ ସଂଖ୍ୟା ହ୍ରାସ ପାଉଥିବାରୁ ଏହାର କାରଣ ଖୋଜି ବାହାର କରିବା ଆବଶ୍ୟକ। ସଭାରେ ସଭାପତି, ସମ୍ପାଦକ ଓ କୋଷାଧ୍ୟକ୍ଷ ଚୟନ କରାଯାଇଥିଲା। ଆଗାମୀ ଦିନରେ ଜିଲ୍ଲା ପ୍ରଶାସନକୁ ସ୍ମାରକପତ୍ର ପ୍ରଦାନ କରାଯିବ ବୋଲି ନିଷ୍ପତ୍ତି ହୋଇଛି।: [991, 68, 1360, 115]
- story4-photo-rally: [43, 1338, 392, 1540]
- story10-body: କନ୍ଧମାଳ (ଭାସ୍କର ନ୍ୟୁଜ): ଜିଲ୍ଲା ପୋଲିସରେ ଅଧିକାରୀ ସ୍ତରରେ ବ୍ୟାପକ ଅଦଳବଦଳ କରାଯାଇଛି। ଜିଲ୍ଲା ଆରକ୍ଷୀ ଅଧୀକ୍ଷକଙ୍କ ନିର୍ଦ୍ଦେଶ କ୍ରମେ ବିଭିନ୍ନ ଥାନାର ଭାରପ୍ରାପ୍ତ ଅଧିକାରୀମାନଙ୍କୁ ବଦଳି କରାଯାଇଛି। ଆଇନ ଶୃଙ୍ଖଳା ପରିସ୍ଥିତିକୁ ସୁଦୃଢ଼ କରିବା ଓ ଅପରାଧ ନିୟନ୍ତ୍ରଣ ପାଇଁ ଏହି ପଦକ୍ଷେପ ନିଆଯାଇଛି। ନୂଆ ଅଧିକାରୀମାନଙ୍କୁ ତୁରନ୍ତ ଯୋଗଦେବାକୁ କୁହାଯାଇଛି। ଏହି ଅଦଳବଦଳ ଦ୍ୱାରା ଥାନାଗୁଡ଼ିକର କାର୍ଯ୍ୟଦକ୍ଷତା ବୃଦ୍ଧି ପାଇବ ବୋଲି ଆଶା କରାଯାଉଛି। କିଛି ଅଧିକାରୀଙ୍କୁ ଜିଲ୍ଲା ସଦର ମହକୁମାକୁ ମଧ୍ୟ ସ୍ଥାନାନ୍ତର କରାଯାଇଛି। ପୋଲିସ ବିଭାଗର ଏହି ନିଷ୍ପତ୍ତିକୁ ଲୋକମାନେ ସ୍ୱାଗତ କରିଛନ୍ତି।: [1123, 1476, 1503, 1559]
- story13-headline-2: ଅଧିକାରୀଙ୍କୁ ଭେଟିଲେ ବିଜେପି କର୍ମୀ: [1202, 2014, 1424, 2033]
- story1-subhead-2: ■ତୁରନ୍ତ ପଦକ୍ଷେପ ନେବାକୁ ଦାବି: [43, 336, 272, 358]
- story1-headline: ବାଲିମେଳା-ବ୍ରହ୍ମପୁର ଓଏସଆରଟିସି ବସ୍‌ଛାତରୁ ଗଳୁଛି ପାଣି: [43, 256, 589, 284]
- story13-headline-box: [1123, 1978, 1503, 2041]
- story11-body-a-cont: ଗୁଣୁପୁର (ଭାସ୍କର ନ୍ୟୁଜ): ରାୟଗଡ଼ା ଜିଲ୍ଲା ପାରାକ୍ଷିତି ପଞ୍ଚାୟତର ସରପଞ୍ଚଙ୍କ ବିରୁଦ୍ଧରେ ଅନାସ୍ଥା ପ୍ରସ୍ତାବ ଦାଖଲ କରିବା ପାଇଁ ୱାର୍ଡ ମେମ୍ବରମାନେ ଉପଜିଲ୍ଲାପାଳଙ୍କ ଦ୍ୱାରସ୍ଥ ହୋଇଛନ୍ତି। ପଞ୍ଚାୟତର ଉନ୍ନୟନମୂଳକ କାର୍ଯ୍ୟରେ ଅନିୟମିତତା ହେଉଥିବା ଅଭିଯୋଗ କରାଯାଇଛି।: [598, 2223, 1116, 2247]
- story13-body-a: ପାରଳାଖେମୁଣ୍ଡି (ଭାସ୍କର ନ୍ୟୁଜ): ଗଜପତି ଜିଲ୍ଲା ସଦରମହକୁମା ପାରଳାଖେମୁଣ୍ଡିରେ ରାସ୍ତା ସମ୍ପ୍ରସାରଣ କାର୍ଯ୍ୟରେ ବିଳମ୍ବ ହେଉଥିବାରୁ ବିଜେପି କର୍ମୀମାନେ ପୂର୍ତ୍ତବିଭାଗ ଅଧିକାରୀଙ୍କୁ ଭେଟିଛନ୍ତି। ସହରରେ ଯାନଜଟ ସମସ୍ୟା ବଢ଼ିଚାଲିଛି।: [1123, 2046, 1310, 2105]
- city-en: Bhubaneswar: [1376, 152, 1462, 166]
- story3-photo-meeting: [43, 975, 311, 1136]
- section-title-line1: ରାଜ୍ୟ: [55, 116, 151, 165]
- story10-headline: ପୋଲିସ ଅଧିକାରୀ ସ୍ତରରେ ଅଦଳବଦଳ: [1123, 1438, 1449, 1463]
- story12-headline: ବିଲ୍ଡିଂକୁ ନେଇ ଧନ୍ଦା, ଥାନା ଦ୍ୱାରସ୍ଥ ହେଲେ ତହସିଲଦାର: [1123, 1801, 1446, 1819]
- story8-body-a: ଉମରକୋଟ (ଭାସ୍କର ନ୍ୟୁଜ): ଅସ୍ଥାୟୀ ପୋଲ ଉପରେ ପାଣି ପ୍ରବାହିତ ହେଉଥିବାରୁ ଦୁର୍ଘଟଣା ଆଶଙ୍କା ଦେଖାଦେଇଥିଲା। ଫଳରେ ପ୍ରଶାସନ ପକ୍ଷରୁ ପୋଲକୁ ଭାଙ୍ଗିଦିଆଯାଇଛି। ଉମରକୋଟ-ନବରଙ୍ଗପୁର ଯୋଗାଯୋଗ ବିଚ୍ଛିନ୍ନ ହୋଇଛି।: [598, 1197, 766, 1268]
- story8-body-d: ଉମରକୋଟ ଅଞ୍ଚଳରେ ଲଗାଣ ବର୍ଷା ଯୋଗୁଁ ଅନେକ ନାଳ ଓ ନଦୀରେ ବନ୍ୟା ପରିସ୍ଥିତି ଦେଖାଦେଇଛି। ପ୍ରଶାସନ ସତର୍କତା ଜାରି କରିଛି। ଲୋକଙ୍କୁ ନଦୀ ପାର ନହେବାକୁ ପରାମର୍ଶ ଦିଆଯାଇଛି।: [598, 1329, 954, 1352]
- story3-headline: ଉଠାଜଳସେଚନ ବିଭାଗର ମାସିକ ସମୀକ୍ଷା ବୈଠକ: [43, 913, 476, 941]
- story3-body-cont: ନୂଆପଡ଼ା (ଭାସ୍କର ନ୍ୟୁଜ): ନୂଆପଡ଼ା ଜିଲ୍ଲାପାଳ ମଧୁସୂଦନ ଦାସଙ୍କ ଅଧ୍ୟକ୍ଷତାରେ ଜିଲ୍ଲାପାଳ ସମ୍ମିଳନୀ କକ୍ଷରେ ଉଠାଜଳସେଚନ ବିଭାଗର ମାସିକ ସମୀକ୍ଷା ବୈଠକ ଅନୁଷ୍ଠିତ ହୋଇଯାଇଛି। ଏହି ବୈଠକରେ ଜିଲ୍ଲାରେ ଥିବା ସମସ୍ତ ଉଠାଜଳସେଚନ ପ୍ରକଳ୍ପର ସ୍ଥିତି ସମ୍ପର୍କରେ ଆଲୋଚନା କରାଯାଇଥିଲା। ଅଚଳ ପଡ଼ିଥିବା ପ୍ରକଳ୍ପଗୁଡ଼ିକୁ ଶୀଘ୍ର ସଚଳ କରିବା ପାଇଁ ଜିଲ୍ଲାପାଳ ନିର୍ଦ୍ଦେଶ ଦେଇଛନ୍ତି। ଚାଷୀମାନଙ୍କୁ ଖରିଫ ଋତୁରେ ଜଳସେଚନ ସୁବିଧା ଯୋଗାଇଦେବା ପାଇଁ ଅଧିକାରୀମାନଙ୍କୁ ତତ୍ପର ରହିବାକୁ କୁହାଯାଇଛି। ବୈଠକରେ ସମ୍ପୃକ୍ତ ବିଭାଗର ଅଧିକାରୀମାନେ ଉପସ୍ଥିତ ଥିଲେ।: [43, 1141, 589, 1189]
- story4-body-b: ଜିଲ୍ଲାରେ ଗତ କିଛି ଦିନ ମଧ୍ୟରେ ଘଟିଥିବା ବିଭିନ୍ନ ଅପ୍ରୀତିକର ଘଟଣାର ନିରପେକ୍ଷ ତଦନ୍ତ କରିବାକୁ ମଞ୍ଚ ଦାବି କରିଛି। ଏହାସହ ଗ୍ରାମାଞ୍ଚଳରେ ଶିକ୍ଷା ଓ ସ୍ୱାସ୍ଥ୍ୟ ସେବାର ଉନ୍ନତି, ପାନୀୟ ଜଳ ଯୋଗାଣ ଓ ରାସ୍ତାଘାଟ ନିର୍ମାଣ ଉପରେ ଗୁରୁତ୍ୱ ଦେବାକୁ କୁହାଯାଇଛି। ଜିଲ୍ଲାପାଳ ଦାବିଗୁଡ଼ିକୁ ଯାଞ୍ଚ କରି ଆବଶ୍ୟକ କାର୍ଯ୍ୟାନୁଷ୍ଠାନ ଗ୍ରହଣ କରିବେ ବୋଲି ପ୍ରତିଶ୍ରୁତି ଦେଇଛନ୍ତି। ଏହି ଅବସରରେ ମଞ୍ଚର ବହୁ ସଦସ୍ୟ ଓ ସମର୍ଥକ ଉପସ୍ଥିତ ରହି ଶାନ୍ତିପୂର୍ଣ୍ଣ ଭାବେ ସେମାନଙ୍କ ଦାବି ଉପସ୍ଥାପନ କରିଥିଲେ।: [399, 1338, 589, 1457]
